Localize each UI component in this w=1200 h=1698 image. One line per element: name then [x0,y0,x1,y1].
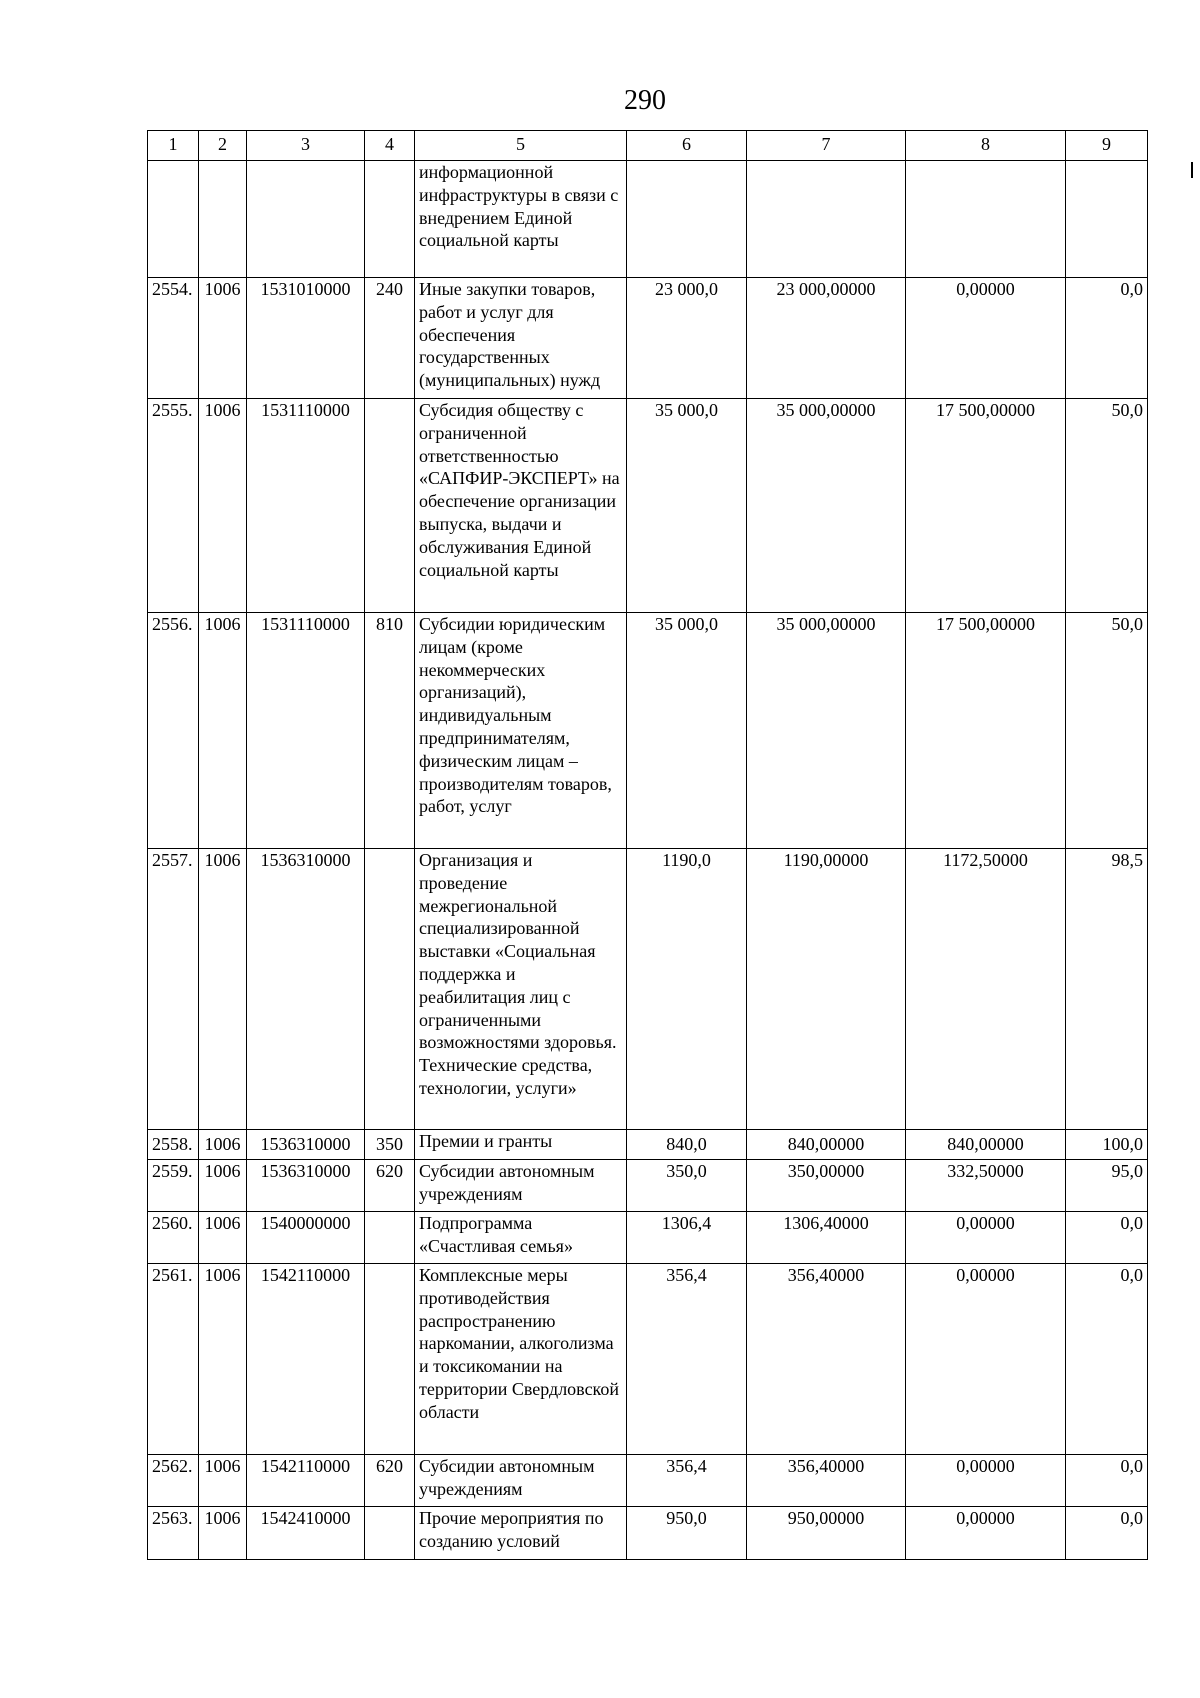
section-code [199,161,247,278]
approved-amount: 1306,40000 [747,1212,906,1264]
plan-amount: 1190,0 [627,849,747,1130]
approved-amount: 35 000,00000 [747,613,906,849]
row-number: 2563. [148,1507,199,1560]
row-number: 2562. [148,1455,199,1507]
header-row [148,131,1148,161]
col-header-9: 9 [1066,131,1148,161]
execution-percent: 50,0 [1066,613,1148,849]
target-code: 1536310000 [247,1130,365,1160]
execution-percent: 98,5 [1066,849,1148,1130]
col-header-4: 4 [365,131,415,161]
target-code: 1536310000 [247,849,365,1130]
row-number: 2556. [148,613,199,849]
item-name: Организация и проведение межрегиональной специализированной выставки «Социальная поддержка и реабилитация лиц с ограниченными возможностями здоровья. Технические средства, технологии, услуги» [415,849,627,1130]
item-name: Прочие мероприятия по созданию условий [415,1507,627,1560]
target-code: 1531110000 [247,613,365,849]
execution-percent: 95,0 [1066,1160,1148,1212]
col-header-3: 3 [247,131,365,161]
execution-percent: 100,0 [1066,1130,1148,1160]
section-code: 1006 [199,278,247,399]
target-code [247,161,365,278]
section-code: 1006 [199,1507,247,1560]
expense-type [365,1212,415,1264]
execution-percent: 0,0 [1066,1212,1148,1264]
executed-amount [906,161,1066,278]
executed-amount: 0,00000 [906,1212,1066,1264]
approved-amount: 356,40000 [747,1264,906,1455]
budget-table [147,130,1148,1560]
col-header-8: 8 [906,131,1066,161]
expense-type [365,399,415,613]
table-row [148,1455,1148,1507]
section-code: 1006 [199,1455,247,1507]
execution-percent: 0,0 [1066,1264,1148,1455]
section-code: 1006 [199,1212,247,1264]
target-code: 1531110000 [247,399,365,613]
row-number: 2554. [148,278,199,399]
expense-type: 620 [365,1160,415,1212]
executed-amount: 0,00000 [906,1455,1066,1507]
table-row [148,1160,1148,1212]
item-name: Подпрограмма «Счастливая семья» [415,1212,627,1264]
table-row [148,399,1148,613]
plan-amount: 1306,4 [627,1212,747,1264]
approved-amount: 356,40000 [747,1455,906,1507]
item-name: Субсидии юридическим лицам (кроме некоммерческих организаций), индивидуальным предпринимателям, физическим лицам – производителям товаров, работ, услуг [415,613,627,849]
section-code: 1006 [199,849,247,1130]
col-header-5: 5 [415,131,627,161]
expense-type: 810 [365,613,415,849]
target-code: 1542110000 [247,1455,365,1507]
plan-amount: 840,0 [627,1130,747,1160]
target-code: 1542410000 [247,1507,365,1560]
item-name: Субсидии автономным учреждениям [415,1455,627,1507]
plan-amount: 356,4 [627,1455,747,1507]
execution-percent: 50,0 [1066,399,1148,613]
row-number: 2560. [148,1212,199,1264]
target-code: 1542110000 [247,1264,365,1455]
row-number [148,161,199,278]
expense-type [365,849,415,1130]
table-row [148,1212,1148,1264]
item-name: Иные закупки товаров, работ и услуг для обеспечения государственных (муниципальных) нужд [415,278,627,399]
execution-percent: 0,0 [1066,1507,1148,1560]
item-name: Субсидии автономным учреждениям [415,1160,627,1212]
row-number: 2559. [148,1160,199,1212]
plan-amount: 35 000,0 [627,613,747,849]
page-number: 290 [624,85,666,116]
table-row [148,1130,1148,1160]
expense-type [365,1264,415,1455]
section-code: 1006 [199,399,247,613]
execution-percent: 0,0 [1066,1455,1148,1507]
execution-percent [1066,161,1148,278]
target-code: 1540000000 [247,1212,365,1264]
plan-amount: 23 000,0 [627,278,747,399]
table-row [148,1264,1148,1455]
approved-amount: 35 000,00000 [747,399,906,613]
executed-amount: 17 500,00000 [906,613,1066,849]
target-code: 1536310000 [247,1160,365,1212]
margin-mark [1191,162,1193,178]
row-number: 2558. [148,1130,199,1160]
section-code: 1006 [199,1264,247,1455]
target-code: 1531010000 [247,278,365,399]
expense-type: 350 [365,1130,415,1160]
col-header-6: 6 [627,131,747,161]
executed-amount: 840,00000 [906,1130,1066,1160]
row-number: 2555. [148,399,199,613]
plan-amount [627,161,747,278]
item-name: Субсидия обществу с ограниченной ответственностью «САПФИР-ЭКСПЕРТ» на обеспечение организации выпуска, выдачи и обслуживания Единой социальной карты [415,399,627,613]
approved-amount: 840,00000 [747,1130,906,1160]
plan-amount: 35 000,0 [627,399,747,613]
plan-amount: 950,0 [627,1507,747,1560]
table-row [148,1507,1148,1560]
approved-amount: 1190,00000 [747,849,906,1130]
table-row [148,849,1148,1130]
item-name: информационной инфраструктуры в связи с внедрением Единой социальной карты [415,161,627,278]
row-number: 2561. [148,1264,199,1455]
col-header-1: 1 [148,131,199,161]
approved-amount: 950,00000 [747,1507,906,1560]
executed-amount: 332,50000 [906,1160,1066,1212]
item-name: Премии и гранты [415,1130,627,1160]
approved-amount [747,161,906,278]
table-row [148,161,1148,278]
executed-amount: 0,00000 [906,278,1066,399]
approved-amount: 23 000,00000 [747,278,906,399]
expense-type: 620 [365,1455,415,1507]
execution-percent: 0,0 [1066,278,1148,399]
col-header-7: 7 [747,131,906,161]
executed-amount: 1172,50000 [906,849,1066,1130]
col-header-2: 2 [199,131,247,161]
plan-amount: 356,4 [627,1264,747,1455]
executed-amount: 0,00000 [906,1264,1066,1455]
approved-amount: 350,00000 [747,1160,906,1212]
item-name: Комплексные меры противодействия распространению наркомании, алкоголизма и токсикомании на территории Свердловской области [415,1264,627,1455]
table-row [148,278,1148,399]
expense-type [365,1507,415,1560]
table-row [148,613,1148,849]
section-code: 1006 [199,1160,247,1212]
section-code: 1006 [199,613,247,849]
executed-amount: 17 500,00000 [906,399,1066,613]
plan-amount: 350,0 [627,1160,747,1212]
executed-amount: 0,00000 [906,1507,1066,1560]
section-code: 1006 [199,1130,247,1160]
expense-type [365,161,415,278]
row-number: 2557. [148,849,199,1130]
expense-type: 240 [365,278,415,399]
